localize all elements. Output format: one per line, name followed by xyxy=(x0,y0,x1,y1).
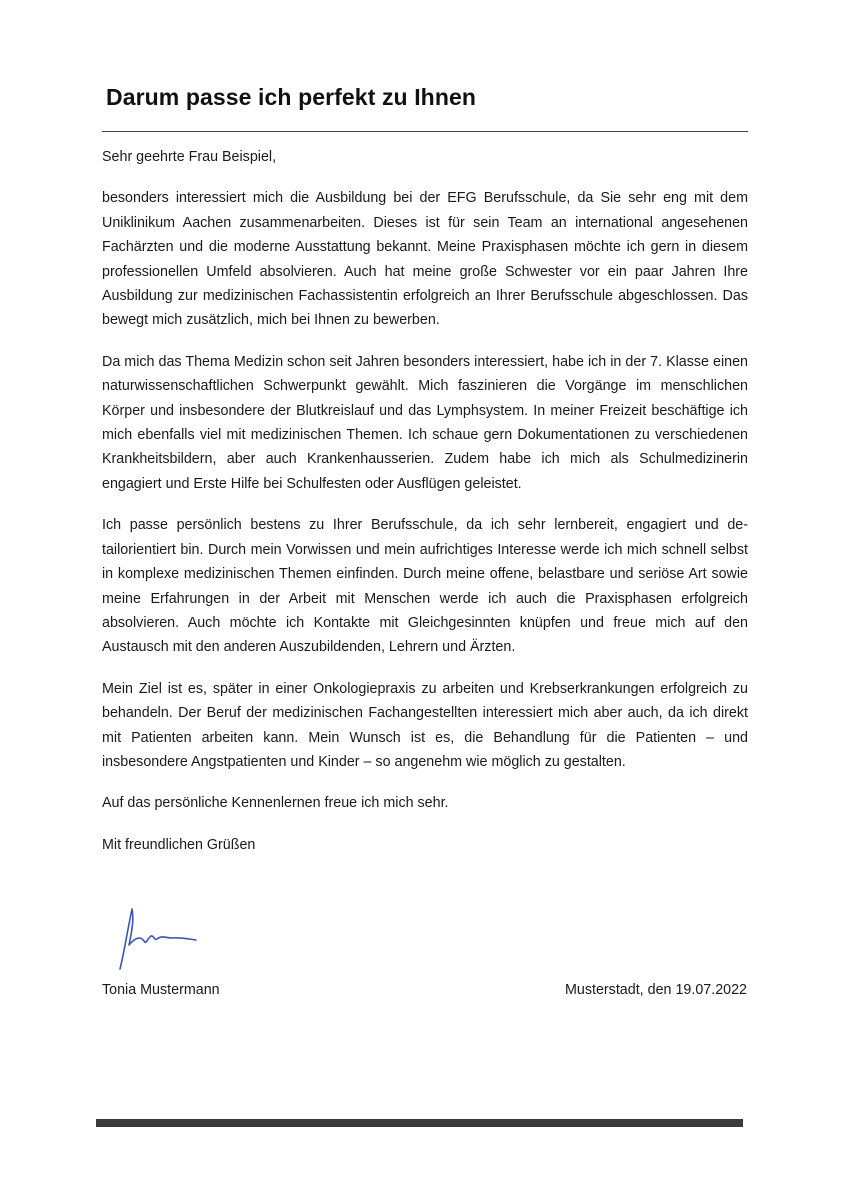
greeting: Mit freundlichen Grüßen xyxy=(102,836,256,853)
title-divider xyxy=(102,131,748,132)
handwritten-signature xyxy=(110,905,206,971)
salutation: Sehr geehrte Frau Beispiel, xyxy=(102,149,277,165)
paragraph-4: Mein Ziel ist es, später in einer Onkologiepraxis zu arbeiten und Krebserkrankungen erfolgreich zu behandeln. Der Beruf der medizinischen Fachangestellten interessiert mich aber auch, da ich direkt mit Patienten arbeiten kann. Mein Wunsch ist es, die Behandlung für die Patienten – und insbesondere Angstpatienten und Kinder – so angenehm wie möglich zu gestalten. xyxy=(102,680,748,770)
page-title: Darum passe ich perfekt zu Ihnen xyxy=(106,84,477,110)
paragraph-3: Ich passe persönlich bestens zu Ihrer Berufsschule, da ich sehr lernbereit, engagiert und detailorientiert bin. Durch mein Vorwissen und mein aufrichtiges Interesse werde ich mich schnell selbst in komplexe medizinischen Themen einfinden. Durch meine offene, belastbare und seriöse Art sowie meine Erfahrungen in der Arbeit mit Menschen werde ich auch die Praxisphasen erfolgreich absolvieren. Auch möchte ich Kontakte mit Gleichgesinnten knüpfen und freue mich auf den Austausch mit den anderen Auszubildenden, Lehrern und Ärzten. xyxy=(102,517,748,656)
letter-body xyxy=(102,145,748,857)
paragraph-1: besonders interessiert mich die Ausbildung bei der EFG Berufsschule, da Sie sehr eng mit dem Uniklinikum Aachen zusammenarbeiten. Dieses ist für sein Team an international angesehenen Fachärzten und die moderne Ausstattung bekannt. Meine Praxisphasen möchte ich gern in diesem professionellen Umfeld absolvieren. Auch hat meine große Schwester vor ein paar Jahren Ihre Ausbildung zur medizinischen Fachassistentin erfolgreich an Ihrer Berufsschule abgeschlossen. Das bewegt mich zusätzlich, mich bei Ihnen zu bewerben. xyxy=(102,190,748,329)
signer-name: Tonia Mustermann xyxy=(102,982,220,998)
closing-line: Auf das persönliche Kennenlernen freue ich mich sehr. xyxy=(102,795,449,812)
paragraph-2: Da mich das Thema Medizin schon seit Jahren besonders interessiert, habe ich in der 7. Klasse einen naturwissenschaftlichen Schwerpunkt gewählt. Mich faszinieren die Vorgänge im menschlichen Körper und insbesondere der Blutkreislauf und das Lymphsystem. In meiner Freizeit beschäftige ich mich ebenfalls viel mit medizinischen Themen. Ich schaue gern Dokumentationen zu verschiedenen Krankheitsbildern, aber auch Krankenhausserien. Zudem habe ich mich als Schulmedizinerin engagiert und Erste Hilfe bei Schulfesten oder Ausflügen geleistet. xyxy=(102,353,748,492)
place-date: Musterstadt, den 19.07.2022 xyxy=(564,982,747,998)
footer-bar xyxy=(96,1119,743,1127)
